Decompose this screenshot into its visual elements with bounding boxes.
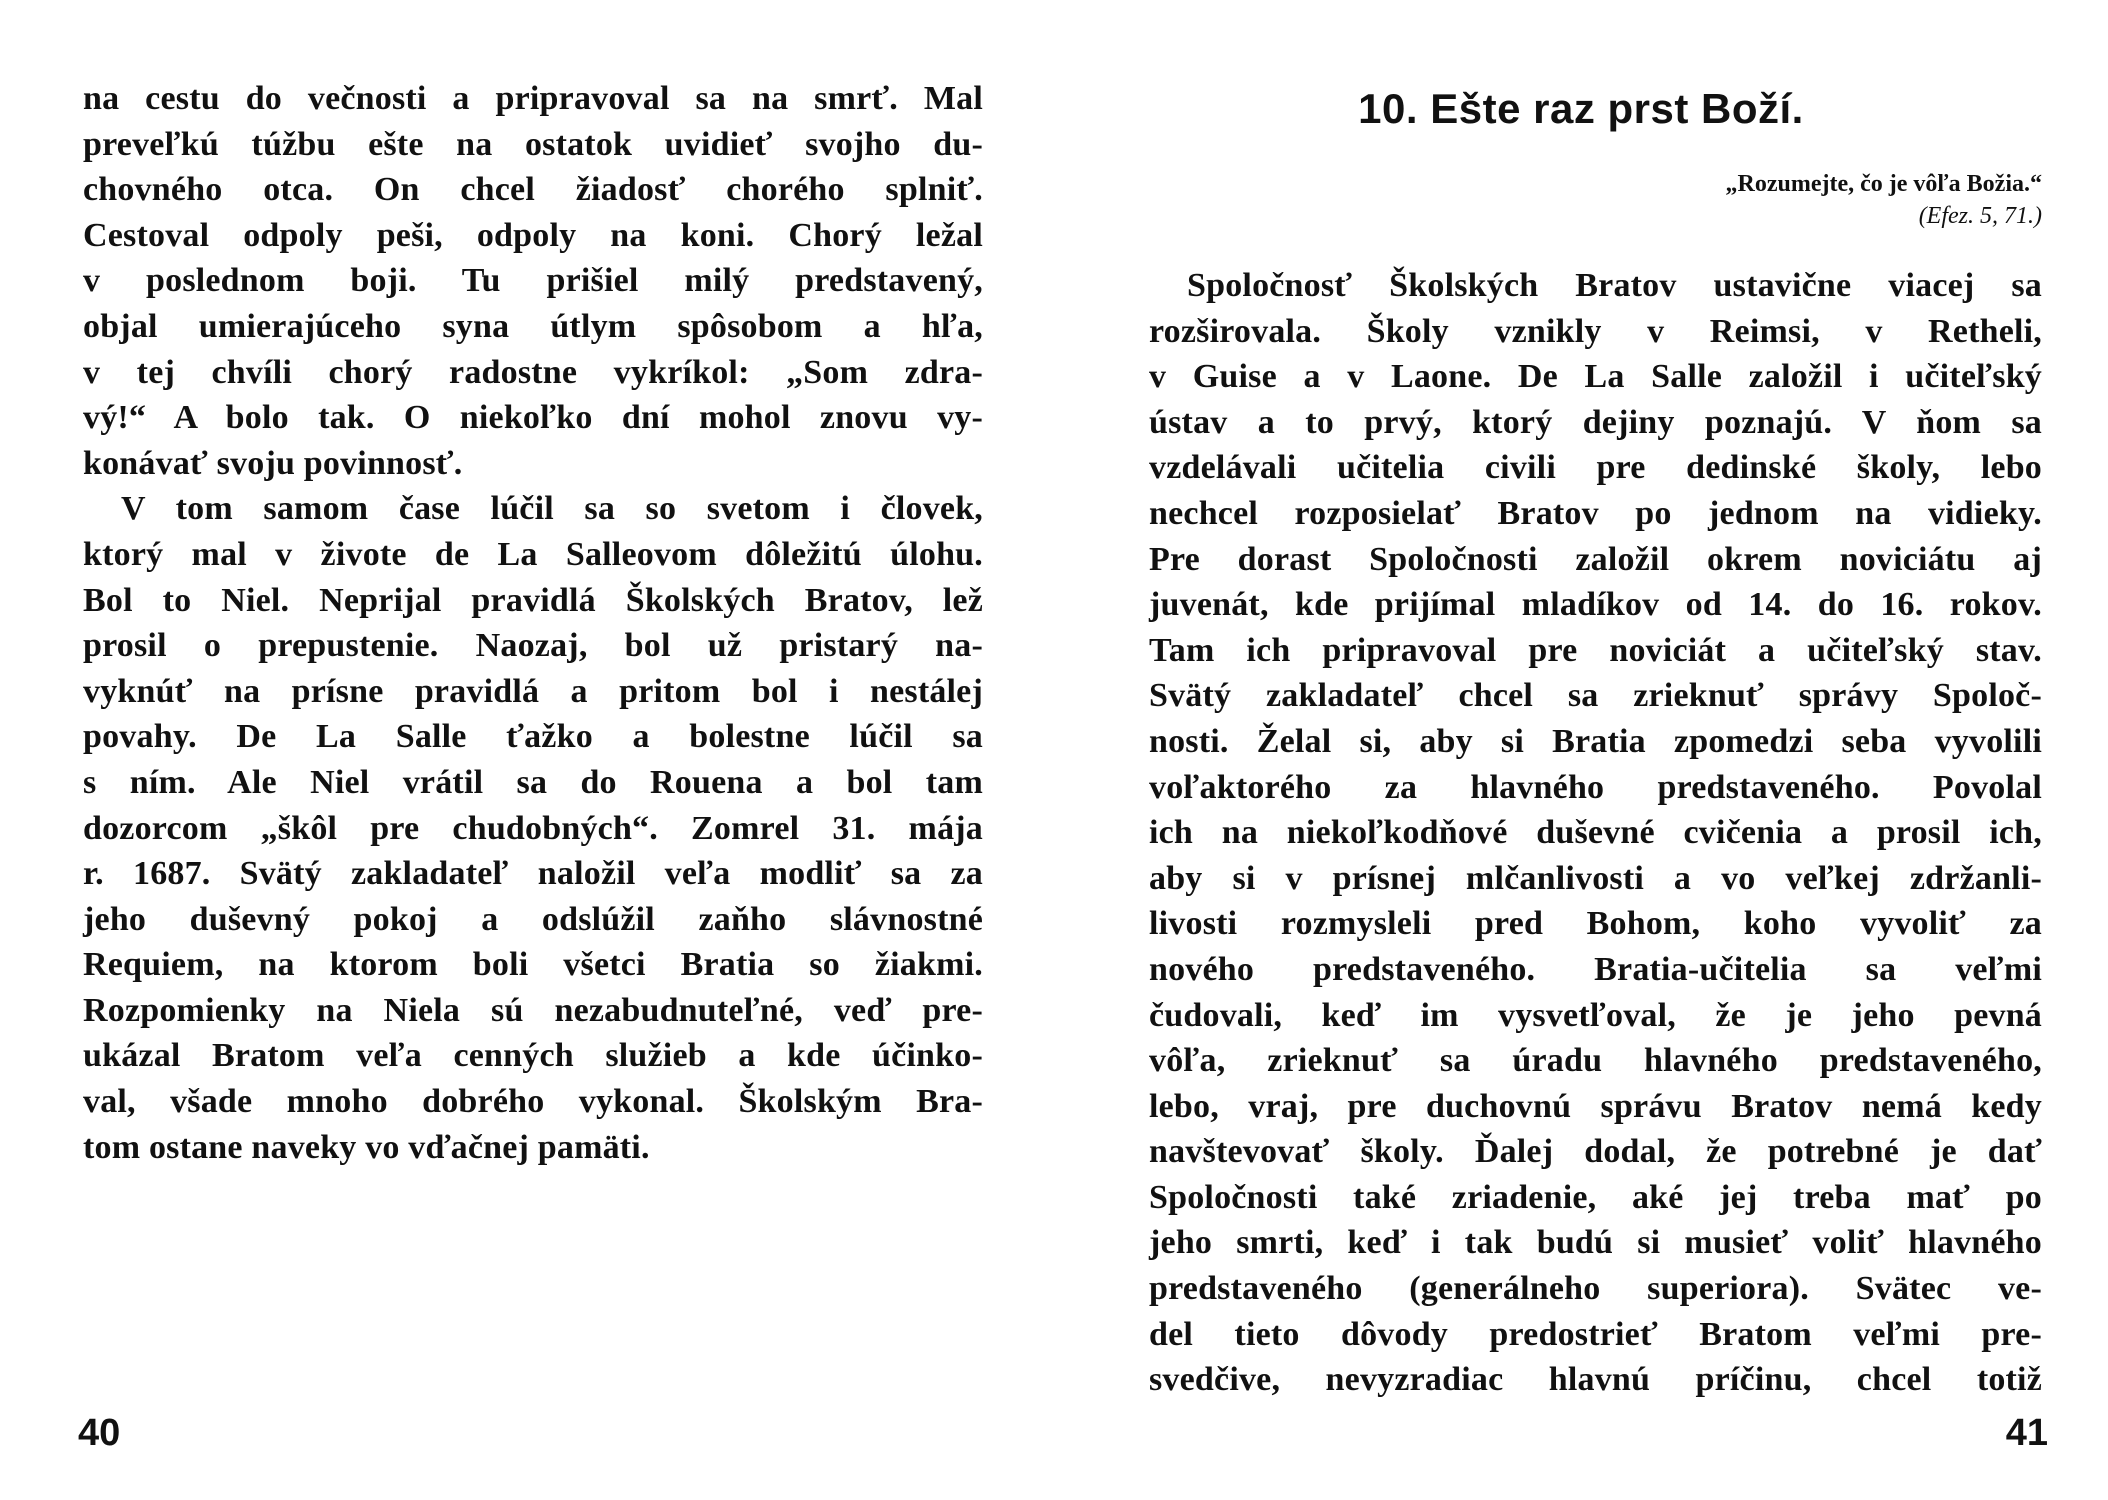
text-line: aby si v prísnej mlčanlivosti a vo veľkej zdržanli- <box>1149 859 2042 897</box>
text-line: lebo, vraj, pre duchovnú správu Bratov nemá kedy <box>1149 1087 2042 1125</box>
text-line: nosti. Želal si, aby si Bratia zpomedzi seba vyvolili <box>1149 722 2042 760</box>
text-line: val, všade mnoho dobrého vykonal. Školským Bra- <box>83 1083 983 1121</box>
text-line: r. 1687. Svätý zakladateľ naložil veľa modliť sa za <box>83 855 983 893</box>
text-line: ktorý mal v živote de La Salleovom dôležitú úlohu. <box>83 535 983 573</box>
text-line: čudovali, keď im vysvetľoval, že je jeho pevná <box>1149 996 2042 1034</box>
text-line: Spoločnosť Školských Bratov ustavične viacej sa <box>1187 267 2042 304</box>
right-page-text <box>1149 263 2042 1403</box>
epigraph <box>1726 168 2043 232</box>
text-line: v poslednom boji. Tu prišiel milý predstavený, <box>83 262 983 300</box>
text-line: Cestoval odpoly peši, odpoly na koni. Chorý ležal <box>83 216 983 254</box>
text-line: konávať svoju povinnosť. <box>83 444 463 482</box>
left-page-text <box>83 76 983 1170</box>
text-line: Pre dorast Spoločnosti založil okrem noviciátu aj <box>1149 540 2042 578</box>
chapter-heading: 10. Ešte raz prst Boží. <box>1358 85 1804 132</box>
text-line: Svätý zakladateľ chcel sa zrieknuť správy Spoloč- <box>1149 677 2042 715</box>
text-line: vý!“ A bolo tak. O niekoľko dní mohol znovu vy- <box>83 399 983 437</box>
text-line: preveľkú túžbu ešte na ostatok uvidieť svojho du- <box>83 125 983 163</box>
text-line: jeho smrti, keď i tak budú si musieť voliť hlavného <box>1149 1224 2042 1262</box>
text-line: juvenát, kde prijímal mladíkov od 14. do 16. rokov. <box>1149 586 2042 624</box>
epigraph-reference: (Efez. 5, 71.) <box>1918 203 2042 229</box>
text-line: Requiem, na ktorom boli všetci Bratia so žiakmi. <box>83 946 983 984</box>
text-line: povahy. De La Salle ťažko a bolestne lúčil sa <box>83 718 983 756</box>
text-line: tom ostane naveky vo vďačnej pamäti. <box>83 1128 650 1166</box>
text-line: nechcel rozposielať Bratov po jednom na vidieky. <box>1149 494 2042 532</box>
text-line: v Guise a v Laone. De La Salle založil i učiteľský <box>1149 358 2042 396</box>
text-line: prosil o prepustenie. Naozaj, bol už pristarý na- <box>83 627 983 665</box>
text-line: dozorcom „škôl pre chudobných“. Zomrel 31. mája <box>83 809 983 847</box>
text-line: rozširovala. Školy vznikly v Reimsi, v Retheli, <box>1149 312 2042 350</box>
epigraph-quote: „Rozumejte, čo je vôľa Božia.“ <box>1725 171 2042 197</box>
text-line: v tej chvíli chorý radostne vykríkol: „Som zdra- <box>83 353 983 391</box>
text-line: navštevovať školy. Ďalej dodal, že potrebné je dať <box>1149 1133 2042 1171</box>
text-line: na cestu do večnosti a pripravoval sa na smrť. Mal <box>83 80 983 117</box>
text-line: chovného otca. On chcel žiadosť chorého splniť. <box>83 171 983 209</box>
text-line: del tieto dôvody predostrieť Bratom veľmi pre- <box>1149 1315 2042 1353</box>
text-line: jeho duševný pokoj a odslúžil zaňho slávnostné <box>83 900 983 938</box>
text-line: objal umierajúceho syna útlym spôsobom a hľa, <box>83 307 983 345</box>
text-line: vôľa, zrieknuť sa úradu hlavného predstaveného, <box>1149 1042 2042 1080</box>
text-line: ich na niekoľkodňové duševné cvičenia a prosil ich, <box>1149 814 2042 852</box>
right-page <box>1054 0 2108 1500</box>
page-number: 41 <box>2005 1412 2048 1454</box>
text-line: svedčive, nevyzradiac hlavnú príčinu, chcel totiž <box>1149 1361 2042 1399</box>
text-line: Tam ich pripravoval pre noviciát a učiteľský stav. <box>1149 631 2042 669</box>
text-line: voľaktorého za hlavného predstaveného. Povolal <box>1149 768 2042 806</box>
text-line: vzdelávali učitelia civili pre dedinské školy, lebo <box>1149 449 2042 487</box>
text-line: Spoločnosti také zriadenie, aké jej treba mať po <box>1149 1178 2042 1216</box>
text-line: V tom samom čase lúčil sa so svetom i človek, <box>121 490 983 528</box>
page-number: 40 <box>78 1412 121 1454</box>
text-line: ukázal Bratom veľa cenných služieb a kde účinko- <box>83 1037 983 1075</box>
text-line: s ním. Ale Niel vrátil sa do Rouena a bol tam <box>83 763 983 801</box>
text-line: livosti rozmysleli pred Bohom, koho vyvoliť za <box>1149 905 2042 943</box>
text-line: ústav a to prvý, ktorý dejiny poznajú. V ňom sa <box>1149 403 2042 441</box>
text-line: nového predstaveného. Bratia-učitelia sa veľmi <box>1149 950 2042 988</box>
text-line: Rozpomienky na Niela sú nezabudnuteľné, veď pre- <box>83 991 983 1029</box>
text-line: vyknúť na prísne pravidlá a pritom bol i nestálej <box>83 672 983 710</box>
text-line: predstaveného (generálneho superiora). Svätec ve- <box>1149 1270 2042 1308</box>
text-line: Bol to Niel. Neprijal pravidlá Školských Bratov, lež <box>83 581 983 619</box>
